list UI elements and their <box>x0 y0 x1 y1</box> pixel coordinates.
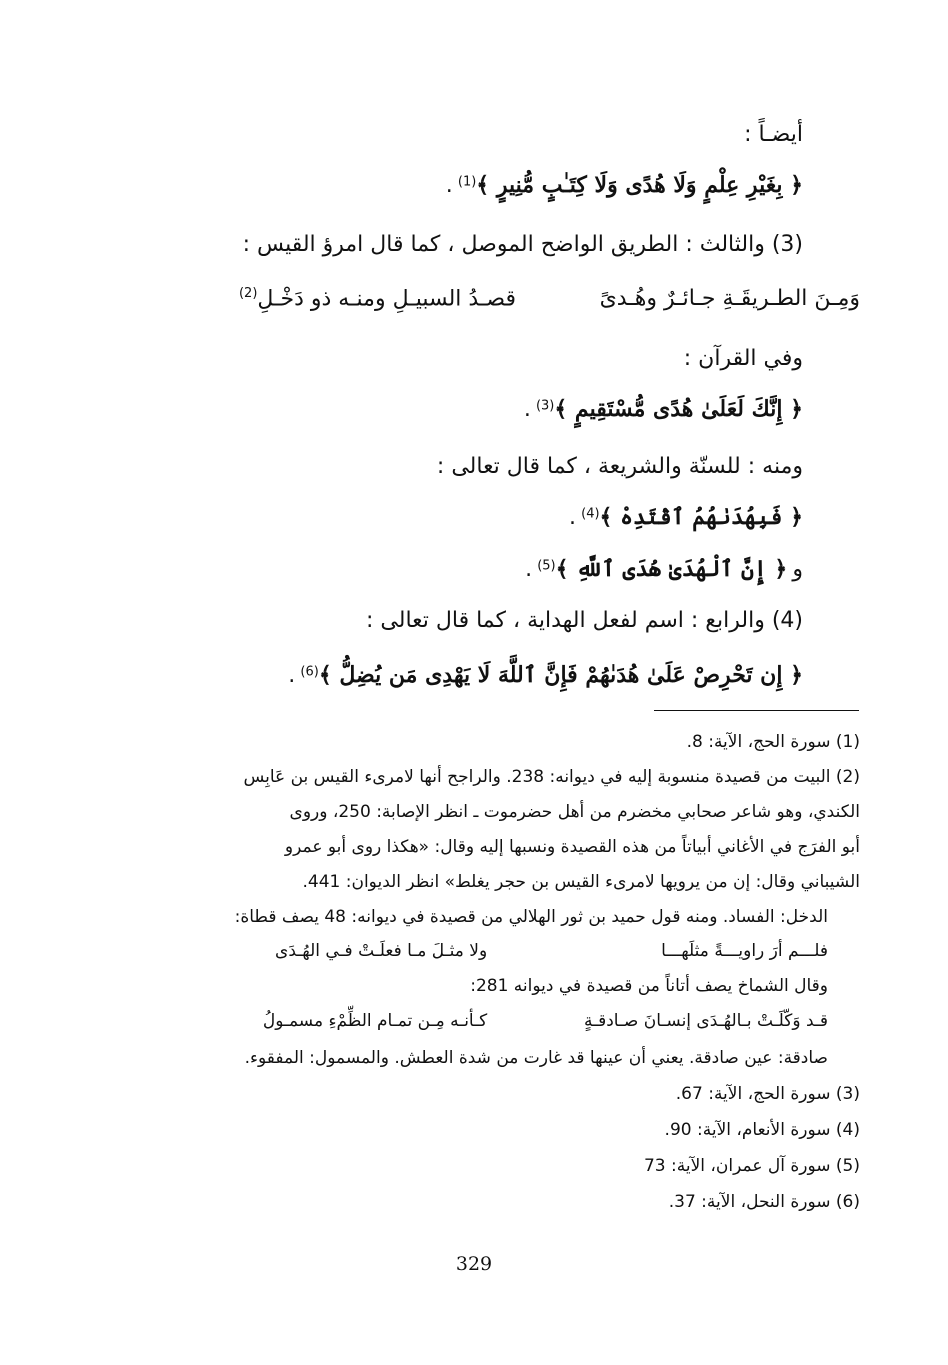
poem-verse-1 <box>196 286 860 311</box>
line-end-dot: . <box>445 173 453 198</box>
page-number: 329 <box>455 1253 493 1275</box>
footnote-poem-verse-3 <box>197 1011 828 1031</box>
quran-verse-4: ﴿ إِنَّ ٱلْهُدَىٰ هُدَى ٱللَّهِ ﴾ <box>555 556 788 582</box>
main-line-7: ومنه : للسنّة والشريعة ، كما قال تعالى : <box>436 454 803 479</box>
footnote-1: (1) سورة الحج، الآية: 8. <box>686 732 860 752</box>
line-end-dot: . <box>525 557 533 582</box>
quran-verse-1: ﴿ بِغَيْرِ عِلْمٍ وَلَا هُدًى وَلَا كِتَـٰبٍ مُّنِيرٍ ﴾ <box>476 172 803 198</box>
footnote-hemistich-1: فلـــم أرَ راويـــةً مثلَهـــا <box>661 941 828 961</box>
main-line-3: (3) والثالث : الطريق الواضح الموصل ، كما قال امرؤ القيس : <box>242 232 803 257</box>
footnote-3: (3) سورة الحج، الآية: 67. <box>675 1084 860 1104</box>
footnote-ref-1: (1) <box>457 174 477 190</box>
main-line-5: وفي القرآن : <box>683 346 803 371</box>
poem-hemistich-2-wrap <box>196 286 516 311</box>
line-end-dot: . <box>288 663 296 688</box>
main-line-2 <box>446 172 803 198</box>
poem-hemistich-2: قصـدُ السبيـلِ ومنـه ذو دَخْـلِ <box>257 286 516 312</box>
footnote-2-line-1: (2) البيت من قصيدة منسوبة إليه في ديوانه: 238. والراجح أنها لامرىء القيس بن عَابِس <box>243 767 860 787</box>
main-line-1: أيضـاً : <box>744 122 803 147</box>
main-line-9 <box>525 556 803 582</box>
conjunction-waw: و <box>792 557 803 582</box>
footnote-hemistich-2: ولا مثـلَ مـا فعلَـتْ فـي الهُـدَى <box>275 941 488 961</box>
main-line-11 <box>288 662 803 688</box>
footnote-ref-5: (5) <box>537 558 556 574</box>
quran-verse-3: ﴿ فَبِهُدَىٰهُمُ ٱقْتَدِهْ ﴾ <box>599 504 803 530</box>
main-line-6 <box>524 396 803 422</box>
footnote-6: (6) سورة النحل، الآية: 37. <box>668 1192 860 1212</box>
poem-hemistich-1: وَمِـنَ الطـريقَـةِ جـائـرٌ وهُـدىً <box>599 286 860 312</box>
footnote-hemistich-3: قـد وَكّلَـتْ بـالهُـدَى إنسـانَ صـادقـةٍ <box>583 1011 828 1031</box>
footnote-2-line-2: الكندي، وهو شاعر صحابي مخضرم من أهل حضرموت ـ انظر الإصابة: 250، وروى <box>289 802 860 822</box>
main-line-10: (4) والرابع : اسم لفعل الهداية ، كما قال تعالى : <box>366 608 803 633</box>
main-line-8 <box>569 504 803 530</box>
footnote-2-line-5: الدخل: الفساد. ومنه قول حميد بن ثور الهلالي من قصيدة في ديوانه: 48 يصف قطاة: <box>234 907 828 927</box>
quran-verse-2: ﴿ إِنَّكَ لَعَلَىٰ هُدًى مُّسْتَقِيمٍ ﴾ <box>554 396 803 422</box>
line-end-dot: . <box>569 505 577 530</box>
footnote-ref-4: (4) <box>581 506 600 522</box>
footnote-2-line-7: صادقة: عين صادقة. يعني أن عينها قد غارت من شدة العطش. والمسمول: المفقوء. <box>244 1048 828 1068</box>
line-end-dot: . <box>523 397 531 422</box>
footnote-2-line-6: وقال الشماخ يصف أتاناً من قصيدة في ديوانه 281: <box>470 976 828 996</box>
footnote-poem-verse-2 <box>197 941 828 961</box>
footnote-4: (4) سورة الأنعام، الآية: 90. <box>664 1120 860 1140</box>
quran-verse-5: ﴿ إِن تَحْرِصْ عَلَىٰ هُدَىٰهُمْ فَإِنَّ ٱللَّهَ لَا يَهْدِى مَن يُضِلُّ ﴾ <box>318 662 803 688</box>
footnote-separator <box>654 710 859 711</box>
footnote-ref-3: (3) <box>535 398 555 414</box>
footnote-5: (5) سورة آل عمران، الآية: 73 <box>643 1156 860 1176</box>
footnote-hemistich-4: كـأنـه مِـن تمـام الظِّمْءِ مسمـولُ <box>262 1011 488 1031</box>
footnote-ref-6: (6) <box>300 664 319 680</box>
footnote-ref-2: (2) <box>238 286 258 301</box>
footnote-2-line-3: أبو الفرَج في الأغاني أبياتاً من هذه القصيدة ونسبها إليه وقال: «هكذا روى أبو عمرو <box>284 837 860 857</box>
footnote-2-line-4: الشيباني وقال: إن من يرويها لامرىء القيس بن حجر يغلط» انظر الديوان: 441. <box>302 872 860 892</box>
